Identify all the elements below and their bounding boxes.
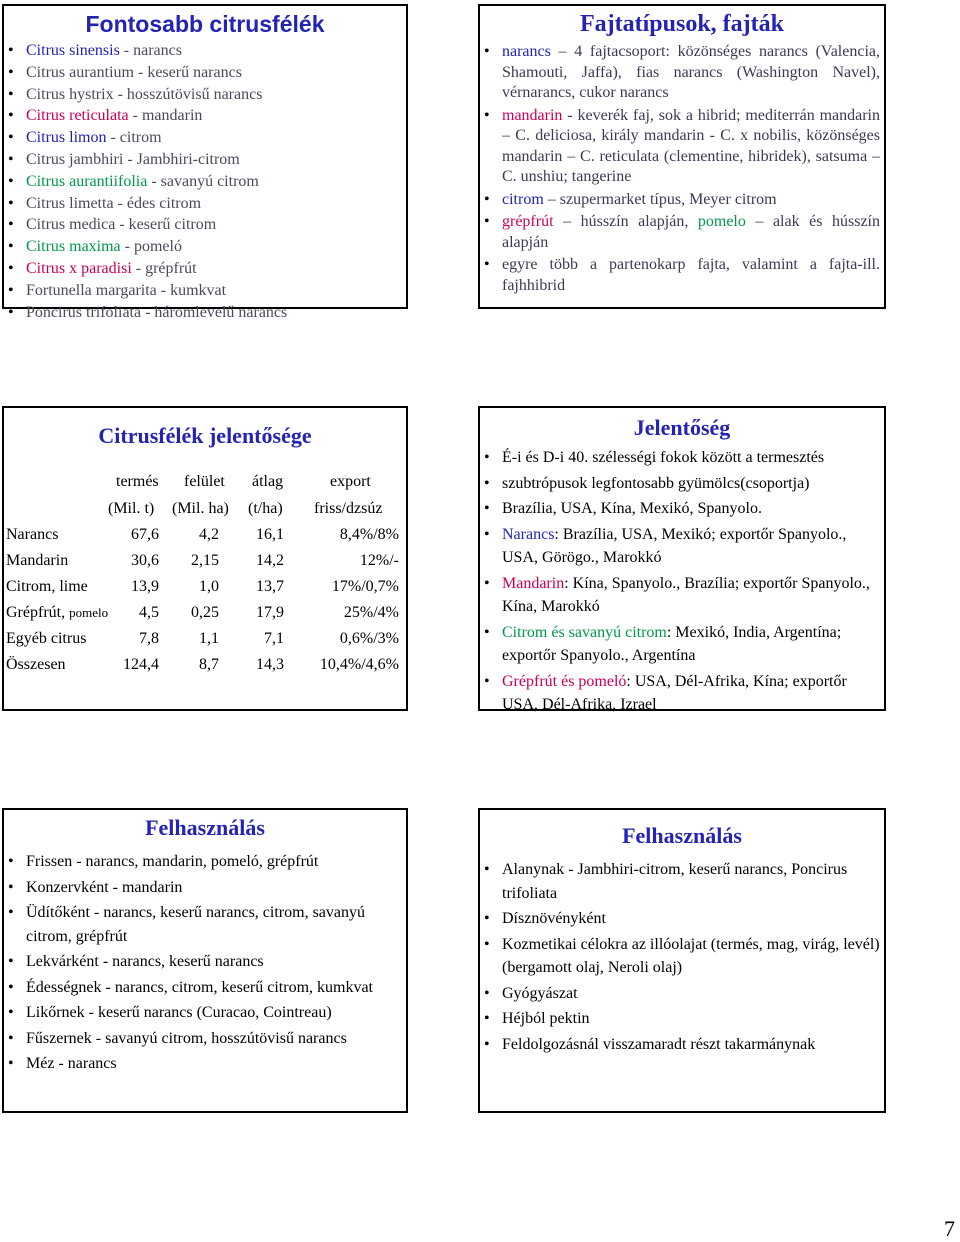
row-label <box>6 552 68 570</box>
country-text: szubtrópusok legfontosabb gyümölcs(csoportja) <box>502 474 810 492</box>
list-item: • Lekvárként - narancs, keserű narancs <box>4 950 406 974</box>
list-item <box>4 302 406 324</box>
row-label <box>6 578 88 596</box>
hungarian-name: - narancs <box>119 42 182 59</box>
latin-name: Citrus jambhiri <box>26 150 124 168</box>
table-cell: 4,2 <box>199 526 219 543</box>
column-header: export <box>330 473 371 490</box>
variety-key: grépfrút <box>502 213 554 230</box>
hungarian-name: - keserű citrom <box>115 216 217 234</box>
country-key: Narancs <box>502 525 555 543</box>
table-cell: 0,25 <box>191 604 219 621</box>
species-list <box>4 40 406 323</box>
table-cell: 1,0 <box>199 578 219 595</box>
country-key: Citrom és savanyú citrom <box>502 623 667 641</box>
list-item <box>4 84 406 106</box>
slide-felhasznalas-2 <box>478 808 886 1113</box>
list-item <box>4 149 406 171</box>
slide-jelentoseg <box>478 406 886 711</box>
column-unit: (Mil. t) <box>108 500 155 517</box>
country-text: : Brazília, USA, Mexikó; exportőr Spanyolo., USA, Görögo., Marokkó <box>502 525 847 566</box>
country-text: Brazília, USA, Kína, Mexikó, Spanyolo. <box>502 500 762 517</box>
slide-title: Fajtatípusok, fajták <box>579 11 784 37</box>
table-cell: 1,1 <box>199 630 219 647</box>
list-item <box>480 446 884 470</box>
country-text: : Kína, Spanyolo., Brazília; exportőr Spanyolo., Kína, Marokkó <box>502 574 870 615</box>
table-cell: 25%/4% <box>343 604 399 621</box>
latin-name: Citrus medica <box>26 216 116 234</box>
list-item <box>4 214 406 236</box>
list-item <box>4 127 406 149</box>
usage-list <box>4 850 406 1076</box>
list-item: • Konzervként - mandarin <box>4 876 406 900</box>
list-item <box>480 572 884 619</box>
column-unit: (t/ha) <box>248 500 283 517</box>
table-cell: 0,6%/3% <box>339 630 399 647</box>
variety-desc: egyre több a partenokarp fajta, valamint a fajta-ill. fajhhibrid <box>502 256 880 294</box>
hungarian-name: - édes citrom <box>113 194 202 212</box>
list-item: • Frissen - narancs, mandarin, pomeló, grépfrút <box>4 850 406 874</box>
latin-name: Citrus aurantiifolia <box>26 172 148 190</box>
slide-title: Felhasználás <box>622 823 742 848</box>
latin-name: Citrus limon <box>26 129 107 147</box>
list-item <box>480 255 880 296</box>
row-label <box>6 656 66 674</box>
list-item: • Dísznövényként <box>480 907 884 931</box>
row-name: Összesen <box>6 656 66 673</box>
row-name: Mandarin <box>6 552 69 569</box>
table-cell: 13,7 <box>256 578 284 595</box>
hungarian-name: - Jambhiri-citrom <box>123 150 240 168</box>
table-cell: 124,4 <box>123 656 159 673</box>
variety-list <box>480 42 884 296</box>
list-item <box>480 621 884 668</box>
list-item <box>4 193 406 215</box>
slide-fajtatipusok <box>478 4 886 309</box>
variety-desc: – 4 fajtacsoport: közönséges narancs (Valencia, Shamouti, Jaffa), fias narancs (Washington Navel), vérnarancs, cukor narancs <box>502 43 880 101</box>
variety-key: citrom <box>502 190 544 208</box>
list-item <box>4 236 406 258</box>
column-header: felület <box>184 473 225 490</box>
list-item <box>480 497 884 521</box>
slide-title: Fontosabb citrusfélék <box>85 11 325 37</box>
list-item: • Kozmetikai célokra az illóolajat (termés, mag, virág, levél) (bergamott olaj, Neroli olaj) <box>480 933 884 980</box>
table-cell: 17,9 <box>256 604 284 621</box>
row-name: Grépfrút, <box>6 604 70 621</box>
list-item <box>480 190 880 211</box>
list-item: • Gyógyászat <box>480 982 884 1006</box>
column-unit: friss/dzsúz <box>314 500 383 517</box>
latin-name: Citrus maxima <box>26 238 121 256</box>
table-cell: 8,7 <box>199 656 219 673</box>
table-cell: 2,15 <box>191 552 219 569</box>
table-cell: 12%/- <box>359 552 399 569</box>
list-item <box>480 106 880 188</box>
country-key: Mandarin <box>502 574 565 592</box>
list-item: • Méz - narancs <box>4 1052 406 1076</box>
list-item <box>4 105 406 127</box>
hungarian-name: - mandarin <box>128 107 203 125</box>
latin-name: Citrus sinensis <box>26 42 120 59</box>
production-table <box>4 408 410 713</box>
slide-citrusfelek-jelentosege <box>2 406 408 711</box>
column-header: átlag <box>252 473 284 490</box>
list-item: • Üdítőként - narancs, keserű narancs, citrom, savanyú citrom, grépfrút <box>4 901 406 948</box>
list-item <box>4 40 406 62</box>
list-item <box>4 171 406 193</box>
latin-name: Citrus limetta <box>26 194 114 212</box>
latin-name: Citrus aurantium <box>26 63 134 81</box>
list-item <box>480 523 884 570</box>
list-item <box>480 670 884 717</box>
variety-key: narancs <box>502 43 551 60</box>
list-item: • Héjból pektin <box>480 1007 884 1031</box>
latin-name: Citrus hystrix <box>26 85 114 103</box>
table-cell: 13,9 <box>131 578 159 595</box>
row-label <box>6 604 108 622</box>
table-cell: 67,6 <box>131 526 159 543</box>
column-unit: (Mil. ha) <box>172 500 229 517</box>
slide-title: Felhasználás <box>145 815 265 840</box>
latin-name: Citrus reticulata <box>26 107 129 125</box>
row-name: Egyéb citrus <box>6 630 87 647</box>
row-label <box>6 630 86 648</box>
row-name-small: pomelo <box>69 605 109 620</box>
latin-name: Citrus x paradisi <box>26 259 132 277</box>
hungarian-name: - citrom <box>106 129 162 147</box>
variety-key: pomelo <box>697 213 746 230</box>
hungarian-name: - savanyú citrom <box>147 172 259 190</box>
latin-name: Fortunella margarita <box>26 281 157 299</box>
country-key: Grépfrút és pomeló <box>502 672 627 690</box>
hungarian-name: - keserű narancs <box>133 63 242 81</box>
row-name: Narancs <box>6 526 59 543</box>
list-item <box>4 258 406 280</box>
table-cell: 14,3 <box>256 656 284 673</box>
row-label <box>6 526 58 544</box>
list-item <box>480 472 884 496</box>
country-text: : Mexikó, India, Argentína; exportőr Spanyolo., Argentína <box>502 623 842 664</box>
row-name: Citrom, lime <box>6 578 88 595</box>
hungarian-name: - hosszútövisű narancs <box>113 85 263 103</box>
list-item: • Édességnek - narancs, citrom, keserű citrom, kumkvat <box>4 976 406 1000</box>
slide-fontosabb-citrusfelek <box>2 4 408 321</box>
slide-title: Citrusfélék jelentősége <box>98 423 312 448</box>
hungarian-name: - pomeló <box>120 238 182 256</box>
country-text: É-i és D-i 40. szélességi fokok között a termesztés <box>502 449 825 466</box>
list-item <box>4 280 406 302</box>
list-item <box>480 42 880 104</box>
list-item: • Alanynak - Jambhiri-citrom, keserű narancs, Poncirus trifoliata <box>480 858 884 905</box>
table-cell: 4,5 <box>139 604 159 621</box>
hungarian-name: - kumkvat <box>156 281 227 299</box>
list-item: • Likőrnek - keserű narancs (Curacao, Cointreau) <box>4 1001 406 1025</box>
table-cell: 14,2 <box>256 552 284 569</box>
table-cell: 7,1 <box>264 630 284 647</box>
hungarian-name: - háromlevelű narancs <box>141 303 288 321</box>
usage-list <box>480 858 884 1056</box>
variety-desc: – hússzín alapján, <box>553 213 698 230</box>
page-number: 7 <box>944 1216 955 1241</box>
list-item <box>480 212 880 253</box>
importance-list <box>480 446 884 717</box>
variety-desc: – szupermarket típus, Meyer citrom <box>543 190 777 208</box>
column-header: termés <box>116 473 159 490</box>
hungarian-name: - grépfrút <box>131 259 197 277</box>
table-cell: 10,4%/4,6% <box>319 656 399 673</box>
latin-name: Poncirus trifoliata <box>26 303 142 321</box>
variety-key: mandarin <box>502 106 563 124</box>
list-item <box>4 62 406 84</box>
list-item: • Fűszernek - savanyú citrom, hosszútövisű narancs <box>4 1027 406 1051</box>
table-cell: 17%/0,7% <box>331 578 399 595</box>
slide-title: Jelentőség <box>633 415 731 440</box>
table-cell: 30,6 <box>131 552 159 569</box>
table-cell: 7,8 <box>139 630 159 647</box>
country-text: : USA, Dél-Afrika, Kína; exportőr USA, Dél-Afrika, Izrael <box>502 672 847 713</box>
table-cell: 8,4%/8% <box>339 526 399 543</box>
variety-desc: – alak és hússzín alapján <box>502 213 880 251</box>
list-item: • Feldolgozásnál visszamaradt részt takarmánynak <box>480 1033 884 1057</box>
variety-desc: - keverék faj, sok a hibrid; mediterrán mandarin – C. deliciosa, király mandarin - C. x nobilis, közönséges mandarin – C. reticulata (clementine, hibridek), satsuma – C. unshiu; tangerine <box>502 106 880 185</box>
table-cell: 16,1 <box>256 526 284 543</box>
slide-felhasznalas-1 <box>2 808 408 1113</box>
